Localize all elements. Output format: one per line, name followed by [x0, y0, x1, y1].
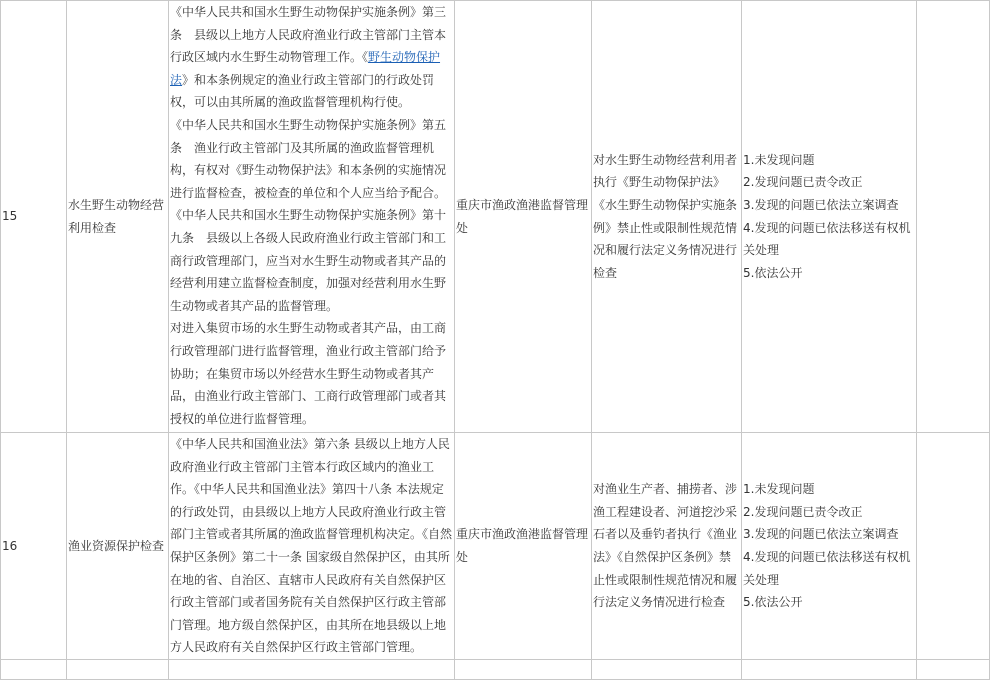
- inspecting-body-cell: 重庆市渔政渔港监督管理处: [455, 433, 592, 660]
- wildlife-protection-law-link[interactable]: 野生动物保护法: [170, 50, 441, 87]
- basis-paragraph: 对进入集贸市场的水生野生动物或者其产品，由工商行政管理部门进行监督管理，渔业行政主管部门给予协助；在集贸市场以外经营水生野生动物或者其产品，由渔业行政主管部门、工商行政管理部门或者其授权的单位进行监督管理。: [170, 321, 447, 426]
- basis-text: 《中华人民共和国水生野生动物保护实施条例》第三条 县级以上地方人民政府渔业行政主管部门主管本行政区域内水生野生动物管理工作。《: [170, 5, 447, 65]
- row-number-cell: 15: [1, 1, 67, 433]
- basis-paragraph: [170, 1, 453, 114]
- row-number-cell: 16: [1, 433, 67, 660]
- basis-text: 》和本条例规定的渔业行政主管部门的行政处罚权，可以由其所属的渔政监督管理机构行使。: [170, 72, 435, 110]
- basis-paragraph: 《中华人民共和国水生野生动物保护实施条例》第五条 渔业行政主管部门及其所属的渔政监督管理机构，有权对《野生动物保护法》和本条例的实施情况进行监督检查，被检查的单位和个人应当给予配合。: [170, 117, 447, 200]
- inspecting-body-cell: 重庆市渔政渔港监督管理处: [455, 1, 592, 433]
- result-item: 3.发现的问题已依法立案调查: [743, 197, 899, 212]
- result-item: 5.依法公开: [743, 265, 803, 280]
- basis-paragraph: 《中华人民共和国渔业法》第六条 县级以上地方人民政府渔业行政主管部门主管本行政区域内的渔业工作。《中华人民共和国渔业法》第四十八条 本法规定的行政处罚，由县级以上地方人民政府渔业行政主管部门主管或者其所属的渔政监督管理机构决定。《自然保护区条例》第二十一条 国家级自然保护区，由其所在地的省、自治区、直辖市人民政府有关自然保护区行政主管部门或者国务院有关自然保护区行政主管部门管理。地方级自然保护区，由其所在地县级以上地方人民政府有关自然保护区行政主管部门管理。: [170, 437, 453, 655]
- table-row: [1, 433, 990, 660]
- table-row: [1, 1, 990, 433]
- item-name-cell: 水生野生动物经营利用检查: [67, 1, 169, 433]
- remark-cell: [917, 1, 990, 433]
- result-item: 1.未发现问题: [743, 482, 815, 497]
- item-name-cell: 渔业资源保护检查: [67, 433, 169, 660]
- result-item: 2.发现问题已责令改正: [743, 504, 863, 519]
- basis-paragraph: 《中华人民共和国水生野生动物保护实施条例》第十九条 县级以上各级人民政府渔业行政主管部门和工商行政管理部门，应当对水生野生动物或者其产品的经营利用建立监督检查制度，加强对经营利用水生野生动物或者其产品的监督管理。: [170, 208, 447, 313]
- handling-results-cell: [742, 1, 917, 433]
- result-item: 4.发现的问题已依法移送有权机关处理: [743, 220, 911, 258]
- table-row: [1, 659, 990, 679]
- result-item: 2.发现问题已责令改正: [743, 175, 863, 190]
- result-item: 1.未发现问题: [743, 152, 815, 167]
- inspection-content-cell: 对水生野生动物经营利用者执行《野生动物保护法》《水生野生动物保护实施条例》禁止性或限制性规范情况和履行法定义务情况进行检查: [592, 1, 742, 433]
- result-item: 4.发现的问题已依法移送有权机关处理: [743, 549, 911, 587]
- result-item: 3.发现的问题已依法立案调查: [743, 527, 899, 542]
- legal-basis-cell: [169, 1, 455, 433]
- inspection-content-cell: 对渔业生产者、捕捞者、涉渔工程建设者、河道挖沙采石者以及垂钓者执行《渔业法》《自然保护区条例》禁止性或限制性规范情况和履行法定义务情况进行检查: [592, 433, 742, 660]
- handling-results-cell: [742, 433, 917, 660]
- remark-cell: [917, 433, 990, 660]
- result-item: 5.依法公开: [743, 595, 803, 610]
- legal-basis-cell: [169, 433, 455, 660]
